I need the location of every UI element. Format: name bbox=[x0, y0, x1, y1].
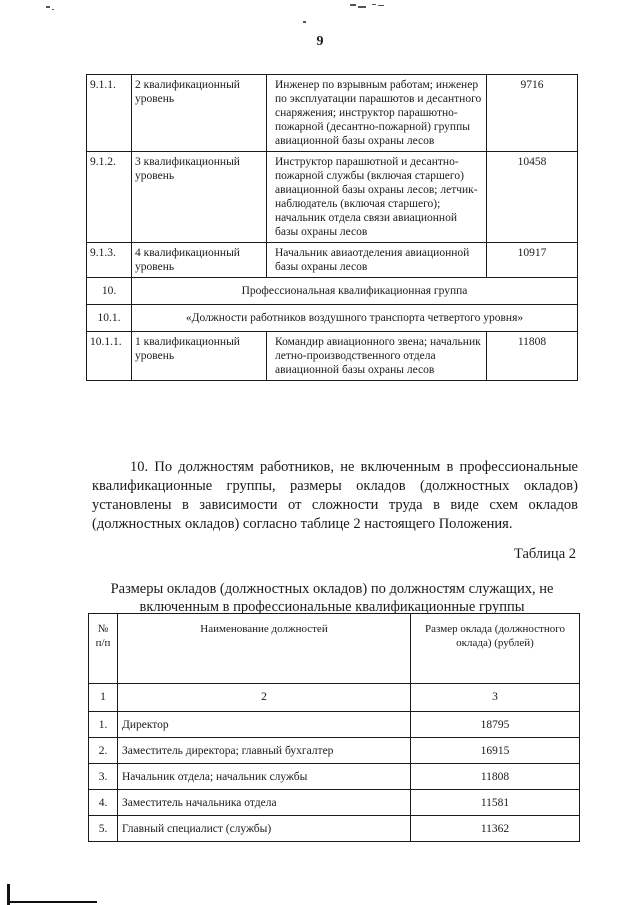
row-number: 5. bbox=[89, 816, 118, 842]
position-name: Заместитель начальника отдела bbox=[118, 790, 411, 816]
qualification-level: 3 квалификационный уровень bbox=[132, 152, 267, 243]
table-title: Размеры окладов (должностных окладов) по должностям служащих, не включенным в профессиональные квалификационные группы bbox=[110, 581, 554, 615]
header-name: Наименование должностей bbox=[118, 614, 411, 684]
table-row bbox=[89, 738, 580, 764]
section-paragraph bbox=[92, 458, 578, 534]
qualification-table bbox=[86, 74, 578, 381]
qualification-level: 2 квалификационный уровень bbox=[132, 75, 267, 152]
table-header-row bbox=[89, 614, 580, 684]
subgroup-row bbox=[87, 305, 578, 332]
salary-value: 16915 bbox=[411, 738, 580, 764]
paragraph-text: 10. По должностям работников, не включенным в профессиональные квалификационные группы, размеры окладов (должностных окладов) установлены в зависимости от сложности труда в виде схем окладов (должностных окладов) согласно таблице 2 настоящего Положения. bbox=[92, 459, 578, 532]
salary-value: 11808 bbox=[411, 764, 580, 790]
page-number: 9 bbox=[316, 34, 324, 49]
position-list: Инженер по взрывным работам; инженер по эксплуатации парашютов и десантного снаряжения; инструктор парашютно-пожарной (десантно-пожарной) группы авиационной базы охраны лесов bbox=[267, 75, 487, 152]
position-name: Заместитель директора; главный бухгалтер bbox=[118, 738, 411, 764]
scan-specks bbox=[0, 0, 640, 30]
table-row bbox=[89, 712, 580, 738]
salary-value: 9716 bbox=[487, 75, 578, 152]
table-row bbox=[89, 816, 580, 842]
row-number: 4. bbox=[89, 790, 118, 816]
salary-value: 11581 bbox=[411, 790, 580, 816]
position-list: Начальник авиаотделения авиационной базы охраны лесов bbox=[267, 243, 487, 278]
row-code: 9.1.3. bbox=[87, 243, 132, 278]
column-index-row bbox=[89, 684, 580, 712]
table-row bbox=[87, 332, 578, 381]
subgroup-title: «Должности работников воздушного транспорта четвертого уровня» bbox=[132, 305, 578, 332]
salary-value: 18795 bbox=[411, 712, 580, 738]
salary-value: 10458 bbox=[487, 152, 578, 243]
table-row bbox=[89, 790, 580, 816]
row-code: 9.1.1. bbox=[87, 75, 132, 152]
group-row bbox=[87, 278, 578, 305]
position-name: Директор bbox=[118, 712, 411, 738]
table-row bbox=[87, 152, 578, 243]
table-row bbox=[89, 764, 580, 790]
row-code: 9.1.2. bbox=[87, 152, 132, 243]
row-number: 2. bbox=[89, 738, 118, 764]
index-cell: 3 bbox=[411, 684, 580, 712]
salary-value: 11362 bbox=[411, 816, 580, 842]
position-name: Главный специалист (службы) bbox=[118, 816, 411, 842]
row-number: 3. bbox=[89, 764, 118, 790]
table-label: Таблица 2 bbox=[513, 546, 576, 562]
header-salary: Размер оклада (должностного оклада) (рублей) bbox=[411, 614, 580, 684]
position-list: Командир авиационного звена; начальник летно-производственного отдела авиационной базы охраны лесов bbox=[267, 332, 487, 381]
header-num: № п/п bbox=[89, 614, 118, 684]
salary-value: 11808 bbox=[487, 332, 578, 381]
position-name: Начальник отдела; начальник службы bbox=[118, 764, 411, 790]
row-code: 10. bbox=[87, 278, 132, 305]
group-title: Профессиональная квалификационная группа bbox=[132, 278, 578, 305]
qualification-level: 1 квалификационный уровень bbox=[132, 332, 267, 381]
row-code: 10.1. bbox=[87, 305, 132, 332]
salary-table bbox=[88, 613, 580, 842]
table-row bbox=[87, 243, 578, 278]
row-code: 10.1.1. bbox=[87, 332, 132, 381]
position-list: Инструктор парашютной и десантно-пожарной службы (включая старшего) авиационной базы охраны лесов; летчик-наблюдатель (включая старшего); начальник отдела связи авиационной базы охраны лесов bbox=[267, 152, 487, 243]
scan-bottom-line bbox=[7, 901, 97, 903]
qualification-level: 4 квалификационный уровень bbox=[132, 243, 267, 278]
index-cell: 1 bbox=[89, 684, 118, 712]
index-cell: 2 bbox=[118, 684, 411, 712]
salary-value: 10917 bbox=[487, 243, 578, 278]
table-row bbox=[87, 75, 578, 152]
row-number: 1. bbox=[89, 712, 118, 738]
